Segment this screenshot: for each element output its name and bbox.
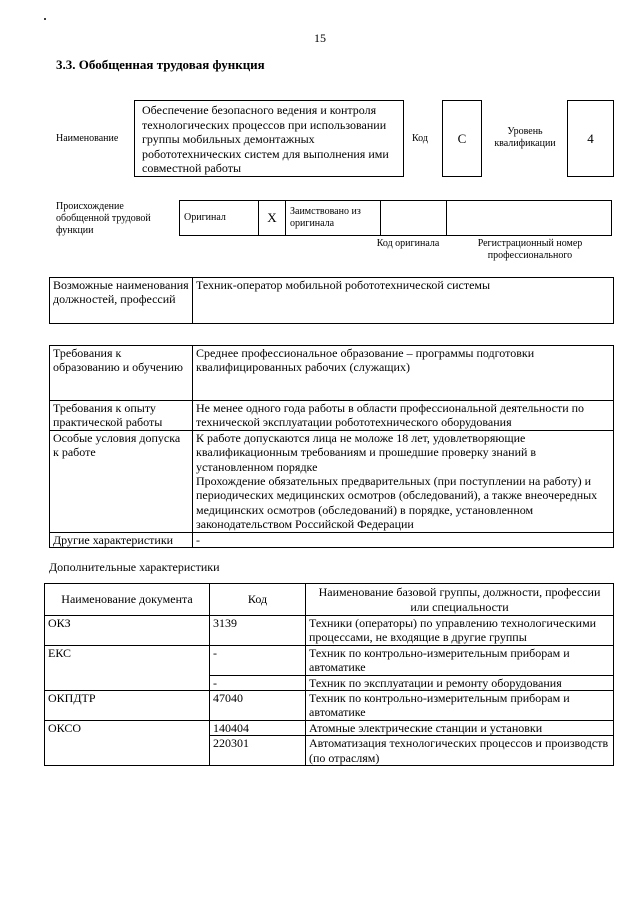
col-header-code: Код bbox=[210, 584, 306, 616]
additional-title: Дополнительные характеристики bbox=[49, 560, 220, 574]
table-row bbox=[50, 346, 614, 401]
table-row bbox=[50, 401, 614, 431]
doc-cell: ОКЗ bbox=[45, 616, 210, 646]
req-value-cell bbox=[193, 430, 614, 532]
table-row bbox=[45, 720, 614, 735]
table-row bbox=[45, 691, 614, 721]
additional-table bbox=[44, 583, 614, 766]
name-cell: Техники (операторы) по управлению технологическими процессами, не входящие в другие группы bbox=[306, 616, 614, 646]
code-box bbox=[442, 100, 482, 177]
section-title: 3.3. Обобщенная трудовая функция bbox=[56, 57, 265, 72]
reg-number-cell bbox=[447, 201, 612, 236]
req-value: Не менее одного года работы в области профессиональной деятельности по технической эксплуатации робототехнического оборудования bbox=[193, 401, 614, 431]
code-original-cell bbox=[381, 201, 447, 236]
table-row bbox=[50, 430, 614, 532]
doc-cell: ОКСО bbox=[45, 720, 210, 765]
original-mark: X bbox=[259, 201, 286, 236]
code-cell: 47040 bbox=[210, 691, 306, 721]
table-row bbox=[45, 645, 614, 675]
level-label: Уровень квалификации bbox=[494, 126, 556, 149]
code-label: Код bbox=[412, 133, 428, 144]
req-value: Среднее профессиональное образование – программы подготовки квалифицированных рабочих (служащих) bbox=[193, 346, 614, 401]
col-header-name: Наименование базовой группы, должности, профессии или специальности bbox=[306, 584, 614, 616]
positions-value: Техник-оператор мобильной робототехнической системы bbox=[193, 278, 614, 324]
table-row bbox=[50, 532, 614, 547]
positions-table bbox=[49, 277, 614, 324]
requirements-table bbox=[49, 345, 614, 548]
req-label: Особые условия допуска к работе bbox=[50, 430, 193, 532]
code-cell: 220301 bbox=[210, 736, 306, 766]
name-cell: Техник по контрольно-измерительным приборам и автоматике bbox=[306, 645, 614, 675]
col-header-doc: Наименование документа bbox=[45, 584, 210, 616]
original-label: Оригинал bbox=[180, 201, 259, 236]
code-cell: 140404 bbox=[210, 720, 306, 735]
name-cell: Автоматизация технологических процессов и производств (по отраслям) bbox=[306, 736, 614, 766]
code-cell: - bbox=[210, 675, 306, 690]
req-label: Другие характеристики bbox=[50, 532, 193, 547]
origin-table bbox=[179, 200, 612, 236]
code-cell: - bbox=[210, 645, 306, 675]
level-value: 4 bbox=[587, 130, 594, 146]
positions-label: Возможные наименования должностей, профессий bbox=[50, 278, 193, 324]
req-value: - bbox=[193, 532, 614, 547]
table-row bbox=[45, 616, 614, 646]
function-name: Обеспечение безопасного ведения и контроля технологических процессов при использовании группы мобильных демонтажных робототехнических систем для выполнения ими совместной работы bbox=[142, 103, 389, 176]
name-cell: Техник по эксплуатации и ремонту оборудования bbox=[306, 675, 614, 690]
req-label: Требования к образованию и обучению bbox=[50, 346, 193, 401]
level-box bbox=[567, 100, 614, 177]
code-cell: 3139 bbox=[210, 616, 306, 646]
doc-cell: ЕКС bbox=[45, 645, 210, 690]
name-cell: Атомные электрические станции и установки bbox=[306, 720, 614, 735]
name-cell: Техник по контрольно-измерительным приборам и автоматике bbox=[306, 691, 614, 721]
name-label: Наименование bbox=[56, 133, 119, 144]
code-value: C bbox=[457, 130, 467, 146]
req-value: К работе допускаются лица не моложе 18 лет, удовлетворяющие квалификационным требованиям и прошедшие проверку знаний в установленном порядке bbox=[196, 430, 537, 474]
doc-cell: ОКПДТР bbox=[45, 691, 210, 721]
req-label: Требования к опыту практической работы bbox=[50, 401, 193, 431]
page-number: 15 bbox=[314, 31, 326, 45]
borrowed-label: Заимствовано из оригинала bbox=[286, 201, 381, 236]
code-original-label: Код оригинала bbox=[376, 238, 440, 249]
req-value-2: Прохождение обязательных предварительных (при поступлении на работу) и периодических медицинских осмотров (обследований), а также внеочередных медицинских осмотров (обследований) в порядке, установленном законодательством Российской Федерации bbox=[196, 474, 598, 532]
reg-number-label: Регистрационный номер профессионального bbox=[477, 238, 583, 261]
origin-label: Происхождение обобщенной трудовой функции bbox=[56, 201, 151, 236]
function-name-box bbox=[134, 100, 404, 177]
scan-speck bbox=[44, 18, 46, 20]
